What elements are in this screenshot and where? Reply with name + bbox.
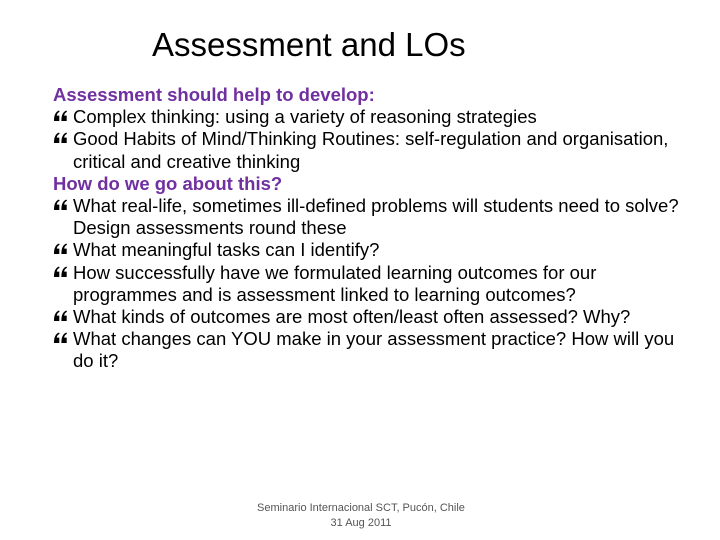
bullet-icon — [53, 306, 69, 328]
slide-title: Assessment and LOs — [152, 26, 466, 63]
bullet-text: Complex thinking: using a variety of reasoning strategies — [73, 106, 537, 128]
slide-footer — [246, 501, 476, 531]
bullet-item — [53, 195, 683, 239]
section-heading-how: How do we go about this? — [53, 172, 283, 194]
bullet-icon — [53, 328, 69, 350]
bullet-icon — [53, 128, 69, 150]
slide-content — [53, 84, 683, 373]
bullet-icon — [53, 262, 69, 284]
bullet-text: What changes can YOU make in your assessment practice? How will you do it? — [73, 328, 675, 372]
bullet-text: What kinds of outcomes are most often/least often assessed? Why? — [73, 306, 631, 328]
bullet-icon — [53, 106, 69, 128]
bullet-text: Good Habits of Mind/Thinking Routines: self-regulation and organisation, critical and creative thinking — [73, 128, 669, 172]
bullet-icon — [53, 239, 69, 261]
section-heading-develop: Assessment should help to develop: — [53, 84, 375, 105]
footer-date: 31 Aug 2011 — [330, 517, 392, 529]
bullet-text: What real-life, sometimes ill-defined problems will students need to solve? Design assessments round these — [73, 195, 679, 239]
bullet-icon — [53, 195, 69, 217]
bullet-item — [53, 239, 683, 261]
bullet-item — [53, 328, 683, 372]
footer-event: Seminario Internacional SCT, Pucón, Chile — [257, 502, 465, 514]
bullet-item — [53, 306, 683, 328]
bullet-item — [53, 262, 683, 306]
bullet-item — [53, 128, 683, 172]
bullet-item — [53, 106, 683, 128]
bullet-text: How successfully have we formulated learning outcomes for our programmes and is assessment linked to learning outcomes? — [73, 261, 597, 305]
bullet-text: What meaningful tasks can I identify? — [73, 239, 380, 261]
